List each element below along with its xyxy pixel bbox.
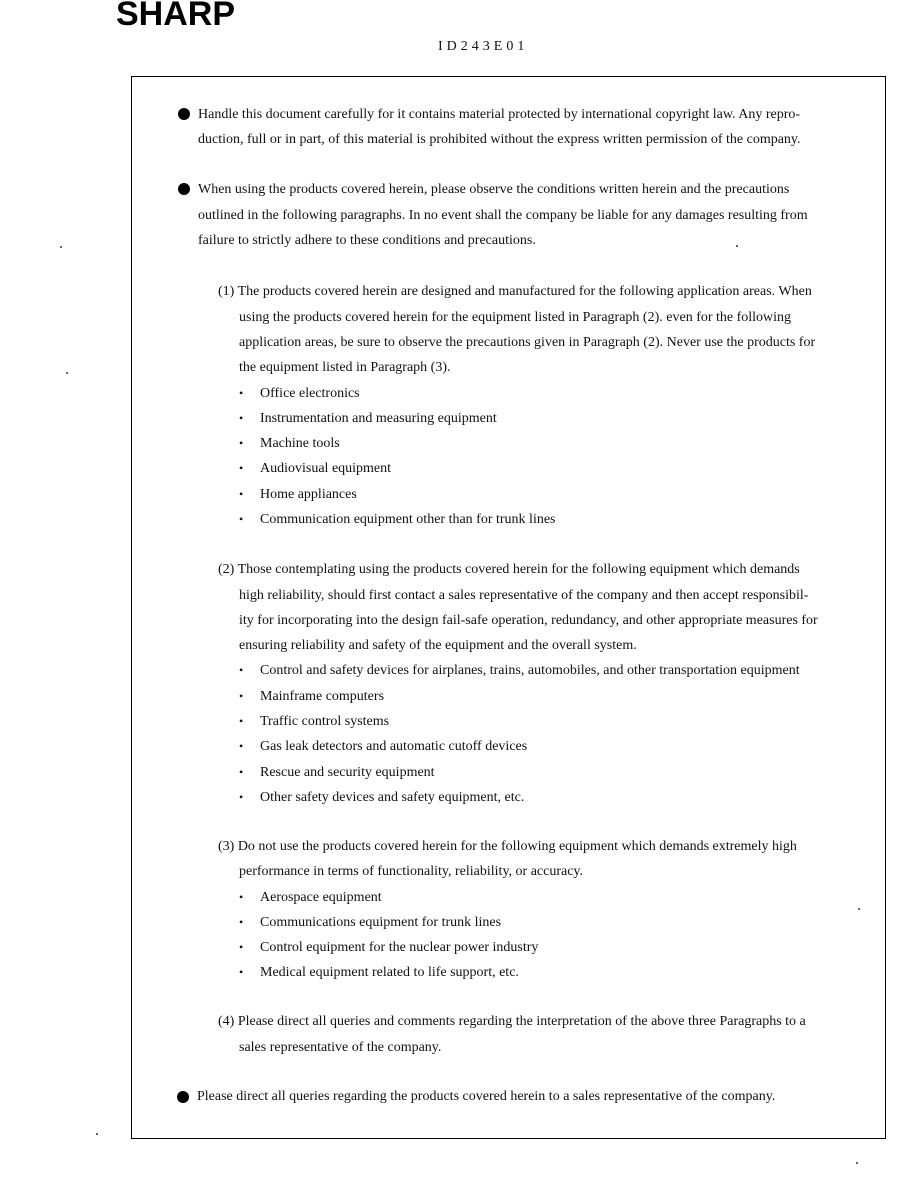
list-item (239, 935, 539, 960)
list-item-text: Home appliances (260, 487, 357, 502)
list-item (239, 910, 502, 935)
list-item-text: Audiovisual equipment (260, 461, 392, 476)
paragraph-1-line: application areas, be sure to observe the precautions given in Paragraph (2). Never use the products for (239, 335, 816, 350)
bullet-icon: • (239, 461, 244, 475)
list-item-text: Rescue and security equipment (260, 765, 435, 780)
document-id: ID243E01 (438, 39, 529, 54)
notice-box (131, 76, 886, 1139)
list-item (239, 507, 556, 532)
bullet-icon: • (239, 689, 244, 703)
list-item-text: Control and safety devices for airplanes, trains, automobiles, and other transportation equipment (260, 663, 800, 678)
list-item (239, 658, 800, 683)
list-item (239, 960, 519, 985)
list-item-text: Medical equipment related to life support, etc. (260, 965, 519, 980)
scan-speck (96, 1133, 98, 1135)
bullet-icon: • (239, 487, 244, 501)
list-item-text: Control equipment for the nuclear power industry (260, 940, 539, 955)
notice-bullet-icon (178, 108, 190, 120)
list-item (239, 885, 382, 910)
list-item (239, 734, 528, 759)
paragraph-3-line: performance in terms of functionality, reliability, or accuracy. (239, 864, 584, 879)
list-item (239, 431, 340, 456)
bullet-icon: • (239, 890, 244, 904)
bullet-icon: • (239, 790, 244, 804)
notice-line: duction, full or in part, of this material is prohibited without the express written permission of the company. (198, 132, 801, 147)
bullet-icon: • (239, 965, 244, 979)
notice-bullet-icon (178, 183, 190, 195)
list-item (239, 456, 392, 481)
list-item (239, 406, 497, 431)
bullet-icon: • (239, 663, 244, 677)
list-item-text: Office electronics (260, 386, 360, 401)
bullet-icon: • (239, 436, 244, 450)
paragraph-4-line: (4) Please direct all queries and comments regarding the interpretation of the above three Paragraphs to a (218, 1014, 806, 1029)
notice-line: failure to strictly adhere to these conditions and precautions. (198, 233, 536, 248)
notice-line: Please direct all queries regarding the products covered herein to a sales representative of the company. (197, 1089, 776, 1104)
list-item (239, 482, 357, 507)
paragraph-1-line: using the products covered herein for the equipment listed in Paragraph (2). even for the following (239, 310, 792, 325)
list-item-text: Mainframe computers (260, 689, 385, 704)
bullet-icon: • (239, 411, 244, 425)
paragraph-3-line: (3) Do not use the products covered herein for the following equipment which demands extremely high (218, 839, 797, 854)
list-item-text: Communication equipment other than for trunk lines (260, 512, 556, 527)
list-item (239, 785, 525, 810)
scan-speck (66, 372, 68, 374)
bullet-icon: • (239, 714, 244, 728)
bullet-icon: • (239, 940, 244, 954)
paragraph-4-line: sales representative of the company. (239, 1040, 442, 1055)
list-item-text: Communications equipment for trunk lines (260, 915, 502, 930)
list-item (239, 760, 435, 785)
scan-speck (858, 908, 860, 910)
bullet-icon: • (239, 915, 244, 929)
bullet-icon: • (239, 739, 244, 753)
list-item-text: Other safety devices and safety equipment, etc. (260, 790, 525, 805)
scan-speck (856, 1162, 858, 1164)
list-item (239, 381, 360, 406)
paragraph-2-line: ity for incorporating into the design fail-safe operation, redundancy, and other appropriate measures for (239, 613, 818, 628)
notice-bullet-icon (177, 1091, 189, 1103)
notice-line: Handle this document carefully for it contains material protected by international copyright law. Any repro- (198, 107, 801, 122)
scan-speck (736, 245, 738, 247)
list-item-text: Traffic control systems (260, 714, 390, 729)
bullet-icon: • (239, 765, 244, 779)
list-item-text: Machine tools (260, 436, 340, 451)
list-item-text: Instrumentation and measuring equipment (260, 411, 497, 426)
list-item-text: Gas leak detectors and automatic cutoff devices (260, 739, 528, 754)
paragraph-1-line: the equipment listed in Paragraph (3). (239, 360, 451, 375)
paragraph-1-line: (1) The products covered herein are designed and manufactured for the following application areas. When (218, 284, 812, 299)
paragraph-2-line: ensuring reliability and safety of the equipment and the overall system. (239, 638, 637, 653)
notice-line: outlined in the following paragraphs. In no event shall the company be liable for any damages resulting from (198, 208, 808, 223)
sharp-logo: SHARP (116, 0, 236, 33)
notice-line: When using the products covered herein, please observe the conditions written herein and the precautions (198, 182, 790, 197)
paragraph-2-line: high reliability, should first contact a sales representative of the company and then accept responsibil- (239, 588, 809, 603)
list-item-text: Aerospace equipment (260, 890, 382, 905)
bullet-icon: • (239, 512, 244, 526)
list-item (239, 709, 390, 734)
paragraph-2-line: (2) Those contemplating using the products covered herein for the following equipment which demands (218, 562, 800, 577)
bullet-icon: • (239, 386, 244, 400)
list-item (239, 684, 385, 709)
scan-speck (60, 246, 62, 248)
